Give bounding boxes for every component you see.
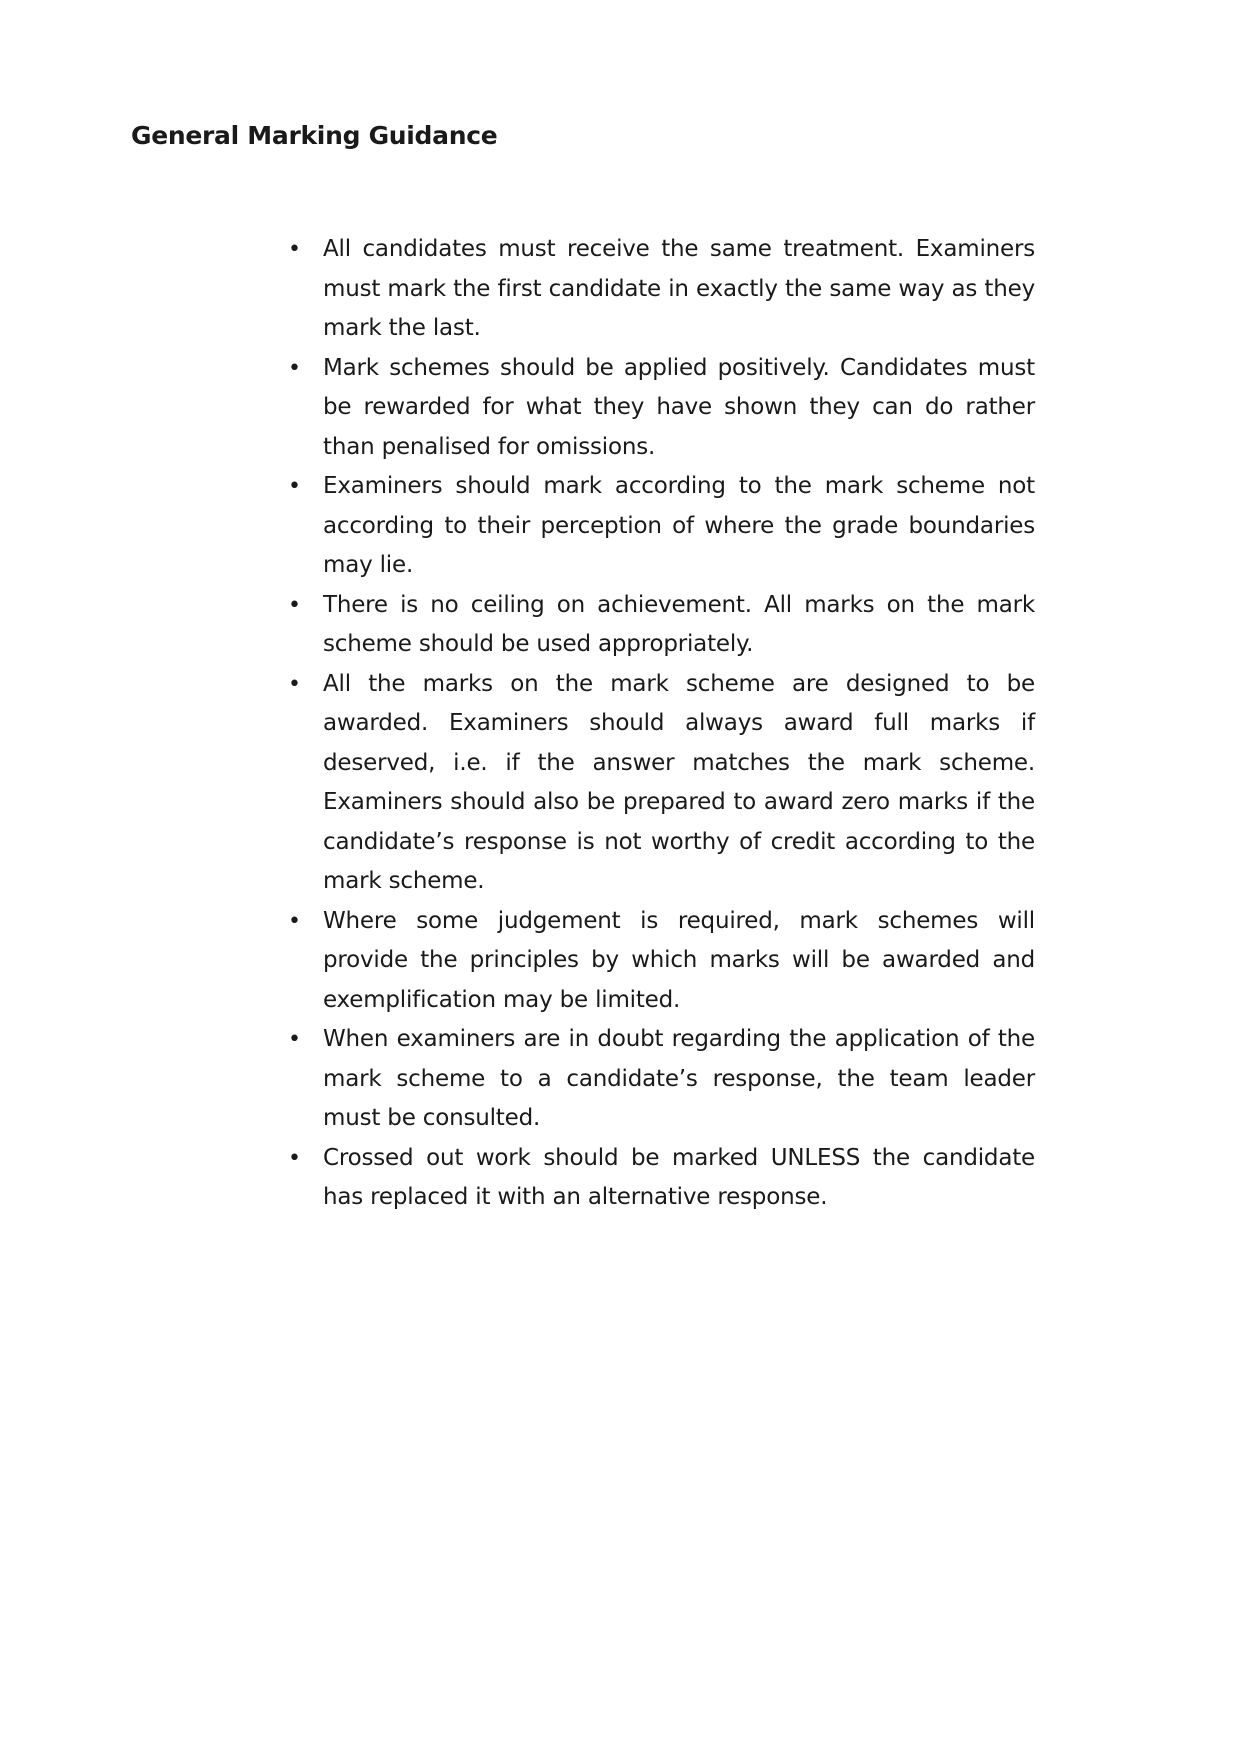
list-item: [288, 1139, 1035, 1218]
list-item: [288, 586, 1035, 665]
list-item-text: Crossed out work should be marked UNLESS the candidate has replaced it with an alternative response.: [323, 1144, 1035, 1210]
guidance-list: [288, 230, 1035, 1218]
bullet-icon: •: [288, 592, 301, 618]
bullet-icon: •: [288, 237, 301, 262]
bullet-icon: •: [288, 908, 301, 934]
list-item-text: When examiners are in doubt regarding the application of the mark scheme to a candidate’s response, the team leader must be consulted.: [323, 1026, 1035, 1131]
list-item-text: Examiners should mark according to the mark scheme not according to their perception of where the grade boundaries may lie.: [323, 473, 1035, 578]
bullet-icon: •: [288, 474, 301, 499]
bullet-icon: •: [288, 1027, 301, 1052]
list-item-text: Mark schemes should be applied positively. Candidates must be rewarded for what they have shown they can do rather than penalised for omissions.: [323, 354, 1035, 460]
bullet-icon: •: [288, 355, 301, 381]
list-item-text: All the marks on the mark scheme are designed to be awarded. Examiners should always award full marks if deserved, i.e. if the answer matches the mark scheme. Examiners should also be prepared to award zero marks if the candidate’s response is not worthy of credit according to the mark scheme.: [323, 670, 1035, 894]
list-item-text: Where some judgement is required, mark schemes will provide the principles by which marks will be awarded and exemplification may be limited.: [323, 907, 1035, 1013]
bullet-icon: •: [288, 1145, 301, 1171]
page-title: General Marking Guidance: [131, 121, 498, 150]
list-item: [288, 902, 1035, 1021]
list-item-text: There is no ceiling on achievement. All marks on the mark scheme should be used appropriately.: [323, 591, 1035, 657]
list-item-text: All candidates must receive the same treatment. Examiners must mark the first candidate in exactly the same way as they mark the last.: [323, 236, 1035, 341]
list-item: [288, 1020, 1035, 1139]
list-item: [288, 230, 1035, 349]
list-item: [288, 467, 1035, 586]
list-item: [288, 349, 1035, 468]
list-item: [288, 665, 1035, 902]
bullet-icon: •: [288, 671, 301, 697]
